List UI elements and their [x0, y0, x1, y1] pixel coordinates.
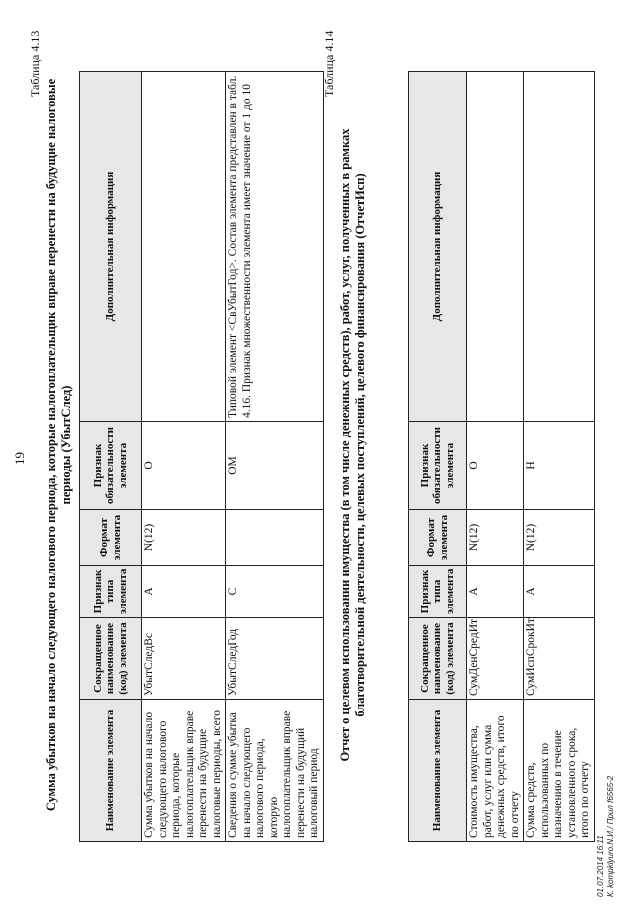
cell-element-format: N(12) [524, 510, 595, 566]
table-4-13-title: Сумма убытков на начало следующего налогового периода, которые налогоплательщик вправе перенести на будущие налоговые периоды (УбытСлед) [44, 78, 73, 812]
cell-element-code: СумИспСрокИт [524, 618, 595, 700]
table-row [524, 72, 595, 842]
header-element-required: Признак обязательности элемента [409, 422, 467, 510]
table-4-14-label: Таблица 4.14 [322, 30, 336, 97]
table-4-13-label: Таблица 4.13 [28, 30, 42, 97]
table-header-row [409, 72, 467, 842]
header-element-name: Наименование элемента [80, 700, 142, 842]
cell-element-required: Н [524, 422, 595, 510]
header-additional-info: Дополнительная информация [409, 72, 467, 422]
table-row [467, 72, 524, 842]
footer-file-reference: К. kompklyuro.N.И./ Прил f6565-2 [606, 775, 615, 897]
page-footer [596, 776, 616, 897]
cell-element-required: О [467, 422, 524, 510]
cell-element-code: УбытСледГод [226, 618, 324, 700]
footer-timestamp: 01.07.2014 16:11 [596, 835, 605, 897]
cell-additional-info [467, 72, 524, 422]
cell-element-name: Сумма убытков на начало следующего налогового периода, которые налогоплательщик вправе перенести на будущие налоговые периоды, всего [142, 700, 226, 842]
header-element-type: Признак типа элемента [80, 566, 142, 618]
cell-element-name: Стоимость имущества, работ, услуг или сумма денежных средств, итого по отчету [467, 700, 524, 842]
cell-element-name: Сведения о сумме убытка на начало следующего налогового периода, которую налогоплательщик вправе перенести на будущий налоговый период [226, 700, 324, 842]
cell-additional-info: Типовой элемент <СвУбытГод>. Состав элемента представлен в табл. 4.16. Признак множественности элемента имеет значение от 1 до 10 [226, 72, 324, 422]
cell-element-code: СумДенСредИт [467, 618, 524, 700]
header-additional-info: Дополнительная информация [80, 72, 142, 422]
header-element-name: Наименование элемента [409, 700, 467, 842]
cell-element-format: N(12) [142, 510, 226, 566]
table-header-row [80, 72, 142, 842]
header-element-format: Формат элемента [409, 510, 467, 566]
cell-element-name: Сумма средств, использованных по назначению в течение установленного срока, итого по отчету [524, 700, 595, 842]
header-element-type: Признак типа элемента [409, 566, 467, 618]
cell-element-format: N(12) [467, 510, 524, 566]
table-row [142, 72, 226, 842]
cell-element-required: О [142, 422, 226, 510]
cell-additional-info [524, 72, 595, 422]
cell-element-type: А [142, 566, 226, 618]
cell-additional-info [142, 72, 226, 422]
cell-element-type: А [524, 566, 595, 618]
table-4-14-title: Отчет о целевом использовании имущества (в том числе денежных средств), работ, услуг, полученных в рамках благотворительной деятельности, целевых поступлений, целевого финансирования (ОтчетИсп) [338, 128, 367, 762]
cell-element-format [226, 510, 324, 566]
table-4-13 [79, 71, 324, 842]
header-element-required: Признак обязательности элемента [80, 422, 142, 510]
header-element-code: Сокращенное наименование (код) элемента [80, 618, 142, 700]
header-element-code: Сокращенное наименование (код) элемента [409, 618, 467, 700]
cell-element-type: А [467, 566, 524, 618]
table-4-14 [408, 71, 595, 842]
cell-element-code: УбытСледВс [142, 618, 226, 700]
table-row [226, 72, 324, 842]
cell-element-required: ОМ [226, 422, 324, 510]
cell-element-type: С [226, 566, 324, 618]
header-element-format: Формат элемента [80, 510, 142, 566]
page-number: 19 [12, 452, 27, 465]
